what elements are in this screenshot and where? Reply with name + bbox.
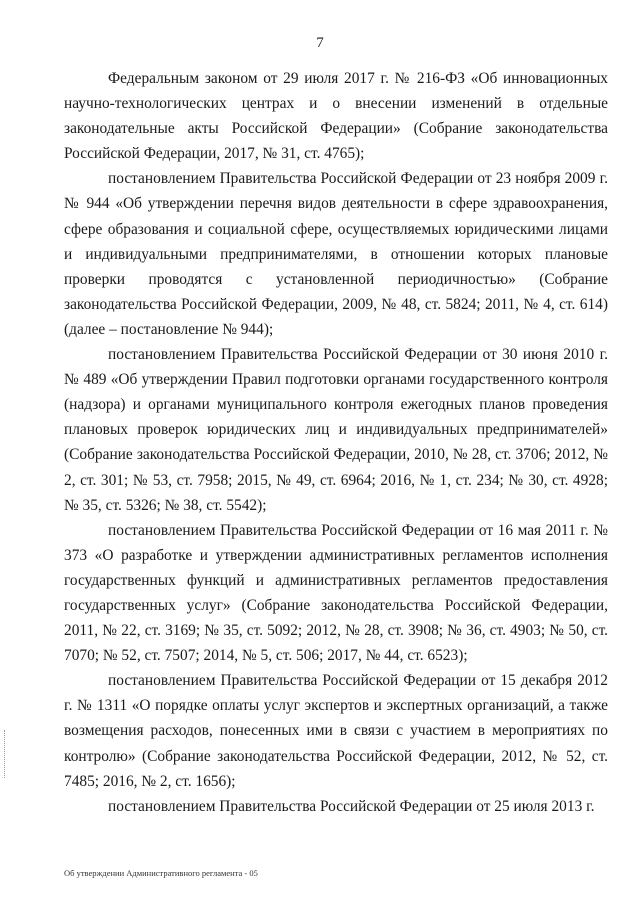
paragraph-federal-law-216: Федеральным законом от 29 июля 2017 г. № 216-ФЗ «Об инновационных научно-технологических центрах и о внесении изменений в отдельные законодательные акты Российской Федерации» (Собрание законодательства Российской Федерации, 2017, № 31, ст. 4765); xyxy=(64,70,608,163)
page-footer: Об утверждении Административного регламента - 05 xyxy=(64,868,258,878)
paragraph-resolution-944: постановлением Правительства Российской Федерации от 23 ноября 2009 г. № 944 «Об утверждении перечня видов деятельности в сфере здравоохранения, сфере образования и социальной сфере, осуществляемых юридическими лицами и индивидуальными предпринимателями, в отношении которых плановые проверки проводятся с установленной периодичностью» (Собрание законодательства Российской Федерации, 2009, № 48, ст. 5824; 2011, № 4, ст. 614) (далее – постановление № 944); xyxy=(64,170,608,338)
paragraph-resolution-489: постановлением Правительства Российской Федерации от 30 июня 2010 г. № 489 «Об утверждении Правил подготовки органами государственного контроля (надзора) и органами муниципального контроля ежегодных планов проведения плановых проверок юридических лиц и индивидуальных предпринимателей» (Собрание законодательства Российской Федерации, 2010, № 28, ст. 3706; 2012, № 2, ст. 301; № 53, ст. 7958; 2015, № 49, ст. 6964; 2016, № 1, ст. 234; № 30, ст. 4928; № 35, ст. 5326; № 38, ст. 5542); xyxy=(64,346,608,514)
paragraph-resolution-2013: постановлением Правительства Российской Федерации от 25 июля 2013 г. xyxy=(108,797,595,815)
paragraph-resolution-1311: постановлением Правительства Российской Федерации от 15 декабря 2012 г. № 1311 «О порядке оплаты услуг экспертов и экспертных организаций, а также возмещения расходов, понесенных ими в связи с участием в мероприятиях по контролю» (Собрание законодательства Российской Федерации, 2012, № 52, ст. 7485; 2016, № 2, ст. 1656); xyxy=(64,672,608,790)
document-body xyxy=(64,66,608,819)
paragraph-resolution-373: постановлением Правительства Российской Федерации от 16 мая 2011 г. № 373 «О разработке и утверждении административных регламентов исполнения государственных функций и административных регламентов предоставления государственных услуг» (Собрание законодательства Российской Федерации, 2011, № 22, ст. 3169; № 35, ст. 5092; 2012, № 28, ст. 3908; № 36, ст. 4903; № 50, ст. 7070; № 52, ст. 7507; 2014, № 5, ст. 506; 2017, № 44, ст. 6523); xyxy=(64,521,608,665)
page-number: 7 xyxy=(316,35,324,51)
scan-margin-mark xyxy=(4,730,7,778)
